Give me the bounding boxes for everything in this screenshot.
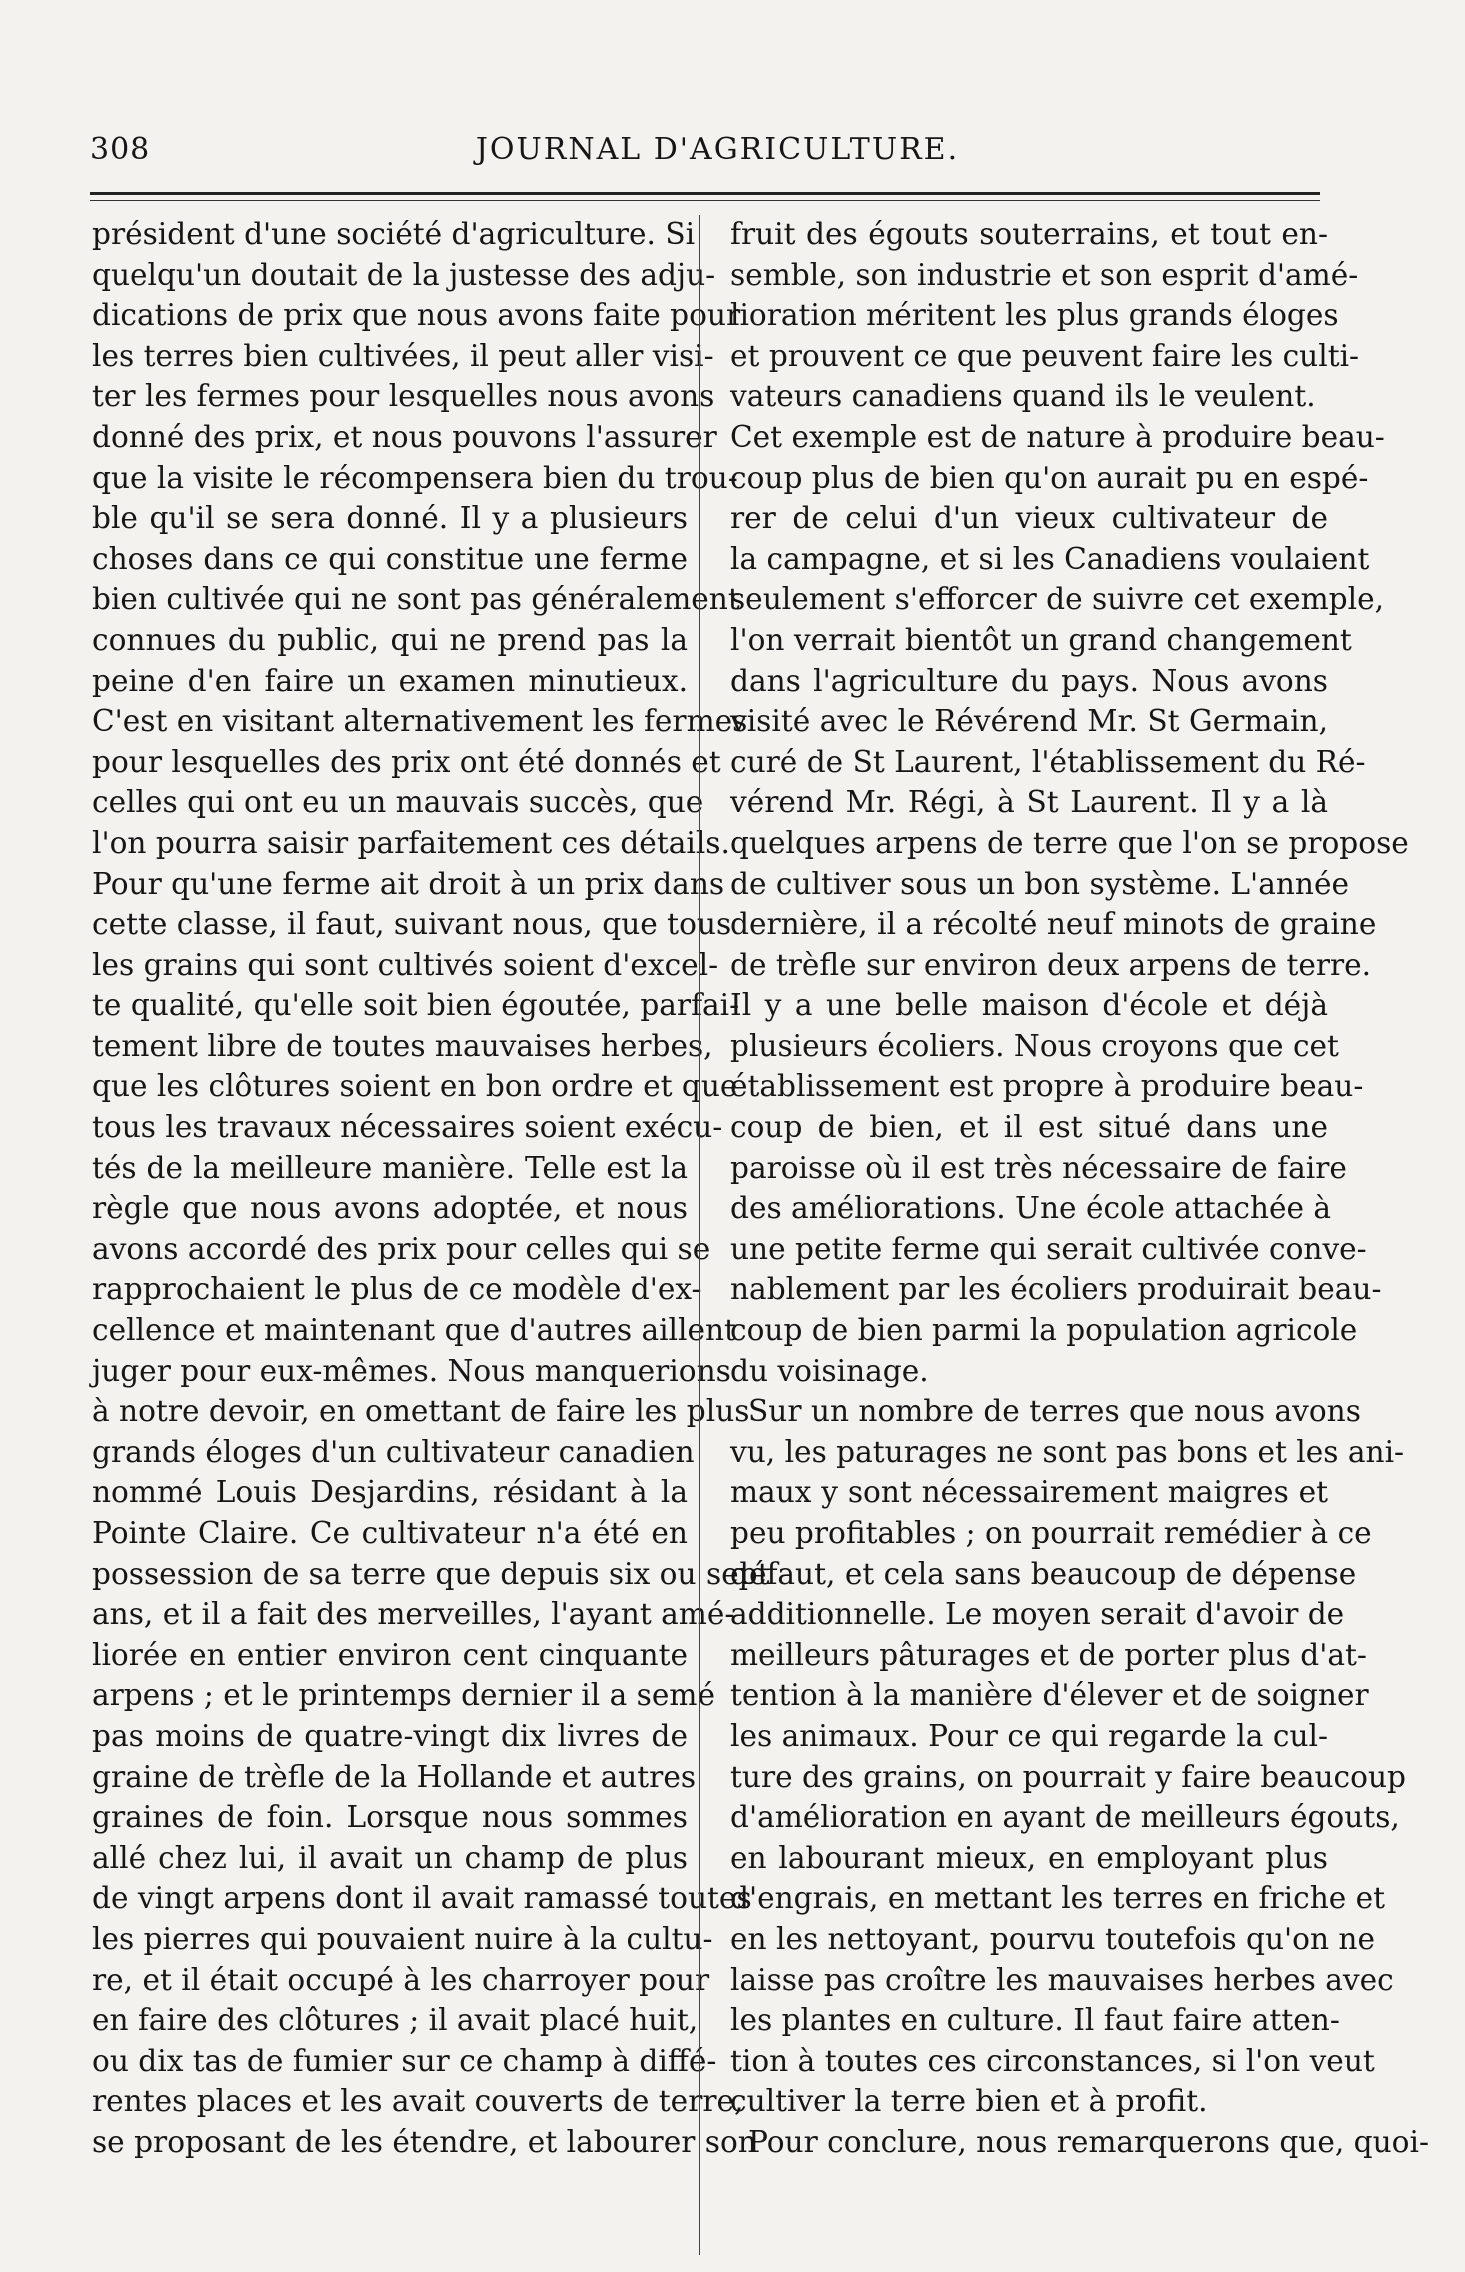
text-line: Pointe Claire. Ce cultivateur n'a été en <box>92 1516 688 1550</box>
text-line: Cet exemple est de nature à produire beau- <box>730 419 1385 454</box>
text-line: possession de sa terre que depuis six ou sept <box>92 1556 770 1591</box>
header-rule-thin <box>90 200 1320 201</box>
text-line: Il y a une belle maison d'école et déjà <box>730 988 1328 1023</box>
text-line: se proposant de les étendre, et labourer son <box>92 2124 757 2159</box>
text-line: Pour qu'une ferme ait droit à un prix dans <box>92 866 725 901</box>
text-line: coup de bien, et il est situé dans une <box>730 1110 1328 1145</box>
text-line: juger pour eux-mêmes. Nous manquerions <box>92 1353 731 1388</box>
text-line: nablement par les écoliers produirait beau- <box>730 1272 1382 1307</box>
text-line: meilleurs pâturages et de porter plus d'at- <box>730 1637 1367 1672</box>
text-line: donné des prix, et nous pouvons l'assurer <box>92 419 717 454</box>
text-line: en les nettoyant, pourvu toutefois qu'on ne <box>730 1921 1376 1956</box>
text-line: choses dans ce qui constitue une ferme <box>92 541 688 576</box>
text-line: peine d'en faire un examen minutieux. <box>92 663 688 698</box>
header-rule <box>90 192 1320 195</box>
text-line: défaut, et cela sans beaucoup de dépense <box>730 1556 1357 1591</box>
text-line: connues du public, qui ne prend pas la <box>92 622 688 657</box>
text-line: coup plus de bien qu'on aurait pu en espé- <box>730 460 1369 495</box>
text-line: bien cultivée qui ne sont pas généralement <box>92 582 740 617</box>
text-line: président d'une société d'agriculture. Si <box>92 217 696 251</box>
text-line: arpens ; et le printemps dernier il a semé <box>92 1678 715 1713</box>
text-line: quelques arpens de terre que l'on se propose <box>730 825 1409 860</box>
text-line: d'amélioration en ayant de meilleurs égouts, <box>730 1800 1400 1835</box>
text-line: d'engrais, en mettant les terres en friche et <box>730 1881 1386 1916</box>
text-line: ans, et il a fait des merveilles, l'ayant amé- <box>92 1597 735 1632</box>
text-line: de trèfle sur environ deux arpens de terre. <box>730 947 1372 982</box>
text-line: tement libre de toutes mauvaises herbes, <box>92 1028 713 1063</box>
text-line: cellence et maintenant que d'autres aillent <box>92 1313 736 1348</box>
text-line: les plantes en culture. Il faut faire atten- <box>730 2003 1340 2038</box>
text-line: l'on pourra saisir parfaitement ces détails. <box>92 825 730 860</box>
text-line: rentes places et les avait couverts de terre, <box>92 2084 744 2119</box>
text-line: celles qui ont eu un mauvais succès, que <box>92 785 704 820</box>
text-line: graine de trèfle de la Hollande et autres <box>92 1759 697 1794</box>
text-line: ture des grains, on pourrait y faire beaucoup <box>730 1759 1406 1794</box>
text-line: Sur un nombre de terres que nous avons <box>748 1394 1361 1429</box>
text-line: les grains qui sont cultivés soient d'excel- <box>92 947 719 982</box>
text-line: en labourant mieux, en employant plus <box>730 1840 1328 1875</box>
text-line: quelqu'un doutait de la justesse des adju- <box>92 257 716 292</box>
page-header <box>90 132 1345 182</box>
text-line: graines de foin. Lorsque nous sommes <box>92 1800 688 1835</box>
text-line: avons accordé des prix pour celles qui se <box>92 1231 711 1266</box>
text-line: dans l'agriculture du pays. Nous avons <box>730 663 1328 698</box>
text-line: établissement est propre à produire beau- <box>730 1069 1364 1104</box>
text-line: ou dix tas de fumier sur ce champ à diffé- <box>92 2043 717 2078</box>
text-line: te qualité, qu'elle soit bien égoutée, parfai- <box>92 988 740 1023</box>
text-line: semble, son industrie et son esprit d'amé- <box>730 257 1359 292</box>
text-line: re, et il était occupé à les charroyer pour <box>92 1962 710 1997</box>
text-line: allé chez lui, il avait un champ de plus <box>92 1840 688 1875</box>
text-line: et prouvent ce que peuvent faire les culti- <box>730 338 1360 373</box>
text-line: pas moins de quatre-vingt dix livres de <box>92 1718 688 1753</box>
text-line: en faire des clôtures ; il avait placé huit, <box>92 2003 699 2038</box>
text-line: visité avec le Révérend Mr. St Germain, <box>730 704 1328 739</box>
text-line: ble qu'il se sera donné. Il y a plusieurs <box>92 501 688 536</box>
text-line: dernière, il a récolté neuf minots de graine <box>730 907 1377 942</box>
page-number: 308 <box>90 132 151 167</box>
text-line: C'est en visitant alternativement les fermes <box>92 704 748 739</box>
text-line: une petite ferme qui serait cultivée conve- <box>730 1231 1367 1266</box>
text-line: peu profitables ; on pourrait remédier à ce <box>730 1516 1372 1550</box>
text-line: règle que nous avons adoptée, et nous <box>92 1191 688 1226</box>
text-line: vu, les paturages ne sont pas bons et les ani- <box>730 1434 1405 1469</box>
text-line: tés de la meilleure manière. Telle est la <box>92 1150 688 1185</box>
text-line: laisse pas croître les mauvaises herbes avec <box>730 1962 1394 1997</box>
text-line: rer de celui d'un vieux cultivateur de <box>730 501 1328 536</box>
text-line: pour lesquelles des prix ont été donnés et <box>92 744 721 779</box>
text-line: de vingt arpens dont il avait ramassé toutes <box>92 1881 752 1916</box>
text-line: plusieurs écoliers. Nous croyons que cet <box>730 1028 1339 1063</box>
text-line: paroisse où il est très nécessaire de faire <box>730 1150 1347 1185</box>
text-line: vateurs canadiens quand ils le veulent. <box>730 379 1316 414</box>
text-line: seulement s'efforcer de suivre cet exemple, <box>730 582 1384 617</box>
text-line: fruit des égouts souterrains, et tout en- <box>730 217 1328 251</box>
text-line: grands éloges d'un cultivateur canadien <box>92 1434 695 1469</box>
text-line: maux y sont nécessairement maigres et <box>730 1475 1328 1510</box>
text-line: additionnelle. Le moyen serait d'avoir de <box>730 1597 1345 1632</box>
text-line: l'on verrait bientôt un grand changement <box>730 622 1352 657</box>
text-line: que la visite le récompensera bien du trou- <box>92 460 738 495</box>
text-line: des améliorations. Une école attachée à <box>730 1191 1332 1226</box>
text-line: les terres bien cultivées, il peut aller visi- <box>92 338 714 373</box>
text-line: à notre devoir, en omettant de faire les plus <box>92 1394 750 1429</box>
left-column <box>92 214 770 2163</box>
right-column <box>730 214 1429 2163</box>
text-line: vérend Mr. Régi, à St Laurent. Il y a là <box>730 785 1328 820</box>
text-line: liorée en entier environ cent cinquante <box>92 1637 688 1672</box>
text-line: cultiver la terre bien et à profit. <box>730 2084 1208 2119</box>
text-line: ter les fermes pour lesquelles nous avons <box>92 379 715 414</box>
text-line: du voisinage. <box>730 1353 929 1388</box>
text-line: les animaux. Pour ce qui regarde la cul- <box>730 1718 1328 1753</box>
text-line: tion à toutes ces circonstances, si l'on veut <box>730 2043 1375 2078</box>
text-line: rapprochaient le plus de ce modèle d'ex- <box>92 1272 702 1307</box>
text-line: la campagne, et si les Canadiens voulaient <box>730 541 1370 576</box>
text-line: curé de St Laurent, l'établissement du Ré- <box>730 744 1366 779</box>
text-line: de cultiver sous un bon système. L'année <box>730 866 1349 901</box>
text-line: que les clôtures soient en bon ordre et que <box>92 1069 738 1104</box>
text-line: cette classe, il faut, suivant nous, que tous <box>92 907 732 942</box>
column-divider <box>699 215 700 2255</box>
text-line: tention à la manière d'élever et de soigner <box>730 1678 1369 1713</box>
text-line: dications de prix que nous avons faite pour <box>92 298 741 333</box>
text-line: nommé Louis Desjardins, résidant à la <box>92 1475 688 1510</box>
text-line: lioration méritent les plus grands éloges <box>730 298 1339 333</box>
text-line: coup de bien parmi la population agricole <box>730 1313 1358 1348</box>
text-line: les pierres qui pouvaient nuire à la cultu- <box>92 1921 713 1956</box>
journal-title: JOURNAL D'AGRICULTURE. <box>475 132 960 167</box>
text-line: Pour conclure, nous remarquerons que, quoi- <box>748 2124 1429 2159</box>
text-line: tous les travaux nécessaires soient exécu- <box>92 1110 723 1145</box>
